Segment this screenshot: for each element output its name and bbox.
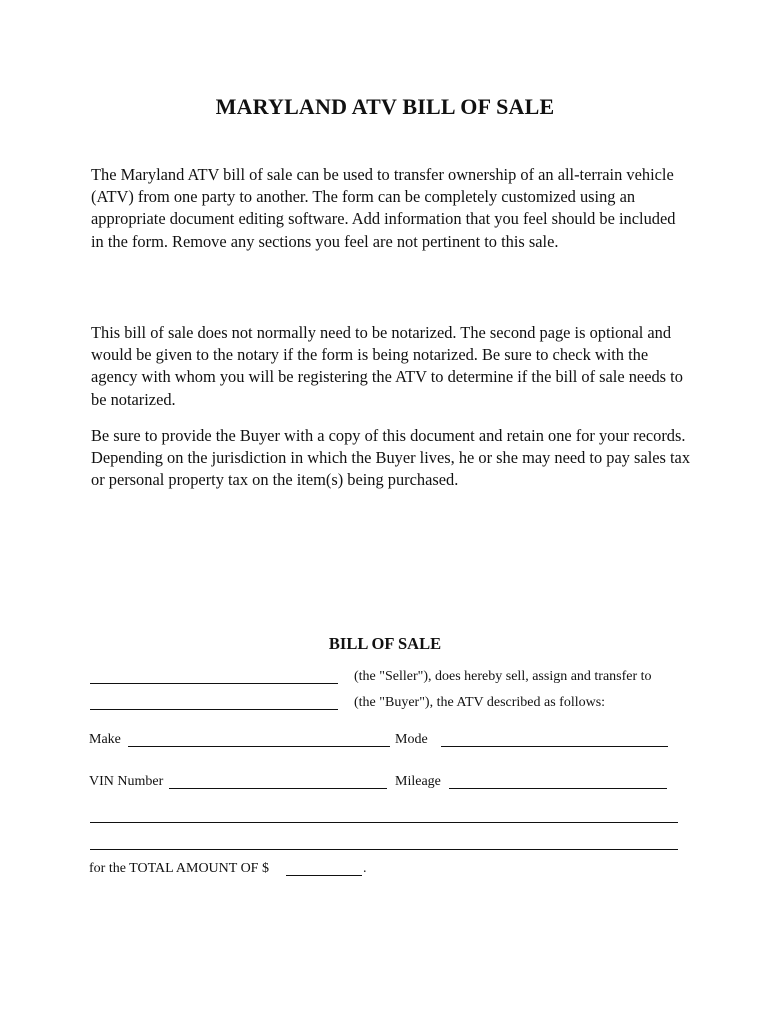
intro-paragraph: The Maryland ATV bill of sale can be used to transfer ownership of an all-terrain vehicle (ATV) from one party to another. The form can be completely customized using an appropriate document editing software. Add information that you feel should be included in the form. Remove any sections you feel are not pertinent to this sale. (91, 165, 676, 251)
vin-label: VIN Number (89, 774, 164, 789)
notary-paragraph: This bill of sale does not normally need to be notarized. The second page is optional and would be given to the notary if the form is being notarized. Be sure to check with the agency with whom you will be registering the ATV to determine if the bill of sale needs to be notarized. (91, 323, 683, 409)
seller-clause: (the "Seller"), does hereby sell, assign and transfer to (354, 669, 652, 684)
seller-name-field[interactable] (90, 683, 338, 684)
model-label: Mode (395, 732, 428, 747)
total-amount-field[interactable] (286, 875, 362, 876)
bill-of-sale-heading: BILL OF SALE (328, 634, 442, 653)
make-label: Make (89, 732, 121, 747)
document-title: MARYLAND ATV BILL OF SALE (215, 94, 555, 119)
total-amount-period: . (363, 861, 367, 876)
make-field[interactable] (128, 746, 390, 747)
vin-field[interactable] (169, 788, 387, 789)
model-field[interactable] (441, 746, 668, 747)
mileage-label: Mileage (395, 774, 441, 789)
mileage-field[interactable] (449, 788, 667, 789)
description-line-1[interactable] (90, 822, 678, 823)
total-amount-label: for the TOTAL AMOUNT OF $ (89, 861, 269, 876)
copy-paragraph: Be sure to provide the Buyer with a copy of this document and retain one for your records. Depending on the jurisdiction in which the Buyer lives, he or she may need to pay sales tax or personal property tax on the item(s) being purchased. (91, 426, 691, 490)
buyer-name-field[interactable] (90, 709, 338, 710)
buyer-clause: (the "Buyer"), the ATV described as follows: (354, 695, 606, 710)
description-line-2[interactable] (90, 849, 678, 850)
